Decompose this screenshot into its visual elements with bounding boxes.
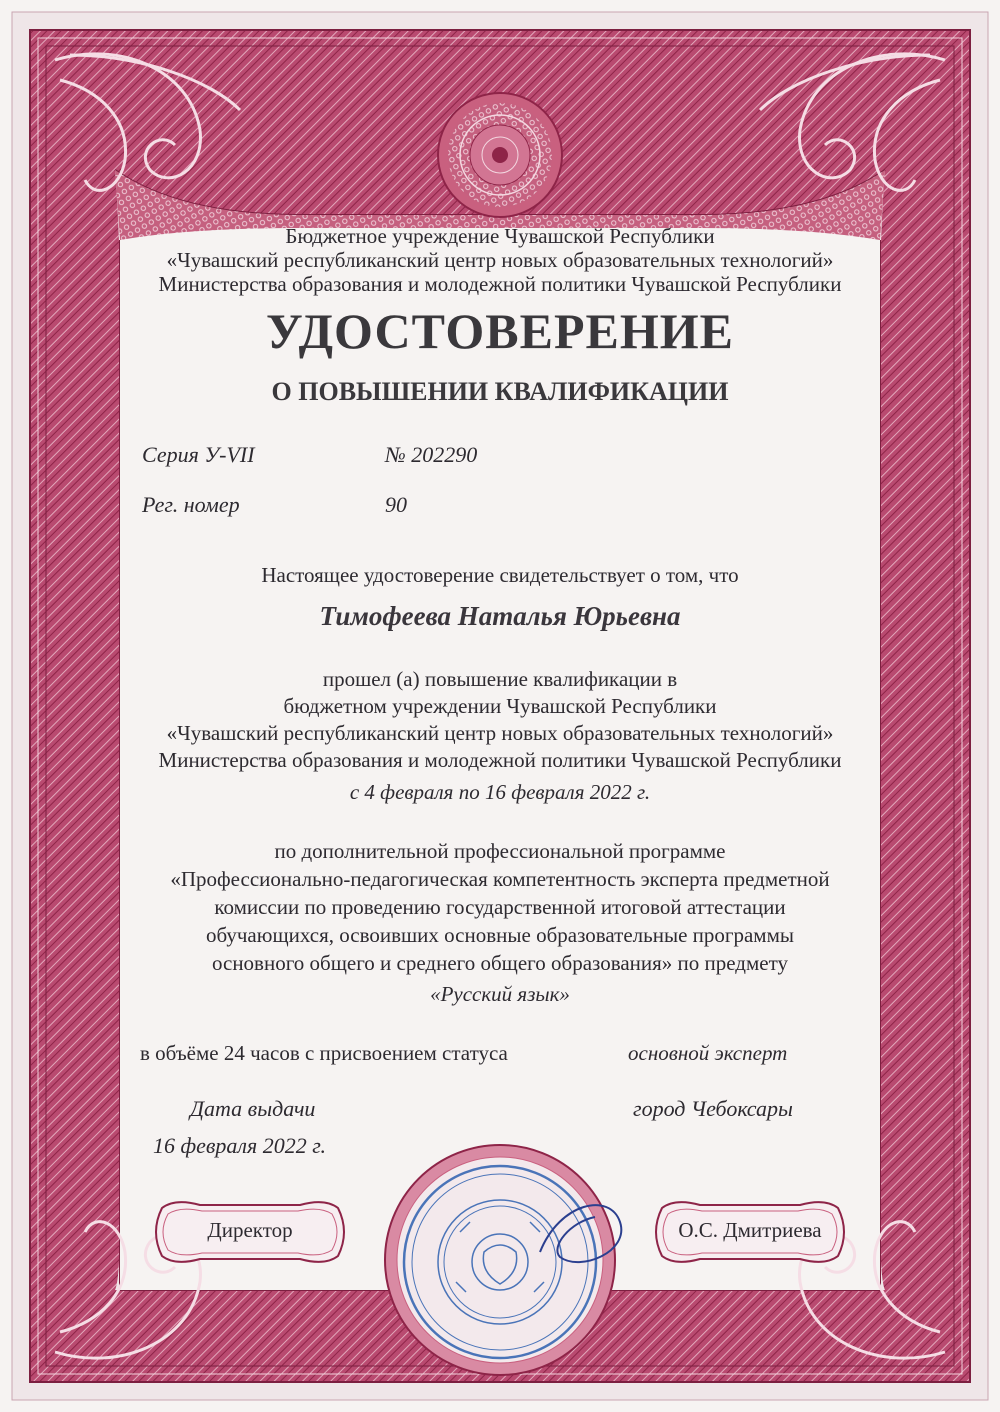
intro-text: Настоящее удостоверение свидетельствует о том, что [261, 563, 739, 587]
top-rosette [438, 93, 562, 217]
issue-date: 16 февраля 2022 г. [153, 1133, 327, 1158]
header-line-2: «Чувашский республиканский центр новых образовательных технологий» [166, 248, 834, 272]
signature-name: О.С. Дмитриева [678, 1218, 822, 1242]
volume-text: в объёме 24 часов с присвоением статуса [140, 1041, 508, 1065]
body-line-3: «Чувашский республиканский центр новых образовательных технологий» [166, 721, 834, 745]
document-subtitle: О ПОВЫШЕНИИ КВАЛИФИКАЦИИ [271, 377, 729, 406]
bottom-rosette [385, 1145, 615, 1375]
issue-city: город Чебоксары [633, 1096, 793, 1121]
series-number: № 202290 [385, 442, 478, 467]
program-line-4: обучающихся, освоивших основные образовательные программы [205, 923, 794, 947]
program-line-1: по дополнительной профессиональной программе [274, 839, 726, 863]
program-line-3: комиссии по проведению государственной итоговой аттестации [214, 895, 786, 919]
reg-value: 90 [385, 492, 407, 517]
program-line-2: «Профессионально-педагогическая компетентность эксперта предметной [170, 867, 830, 891]
document-title: УДОСТОВЕРЕНИЕ [266, 303, 734, 359]
body-line-4: Министерства образования и молодежной политики Чувашской Республики [158, 748, 842, 772]
program-line-5: основного общего и среднего общего образования» по предмету [211, 951, 789, 975]
issue-date-label: Дата выдачи [190, 1096, 316, 1121]
person-name: Тимофеева Наталья Юрьевна [319, 601, 681, 631]
body-line-1: прошел (а) повышение квалификации в [322, 667, 678, 691]
reg-label: Рег. номер [142, 492, 240, 517]
series-label: Серия У-VII [142, 442, 255, 467]
body-line-2: бюджетном учреждении Чувашской Республики [283, 694, 717, 718]
header-line-3: Министерства образования и молодежной политики Чувашской Республики [158, 272, 842, 296]
volume-status: основной эксперт [628, 1041, 788, 1065]
course-dates: с 4 февраля по 16 февраля 2022 г. [349, 780, 651, 804]
program-subject: «Русский язык» [430, 982, 570, 1006]
signature-role: Директор [207, 1218, 293, 1242]
header-line-1: Бюджетное учреждение Чувашской Республики [285, 224, 715, 248]
